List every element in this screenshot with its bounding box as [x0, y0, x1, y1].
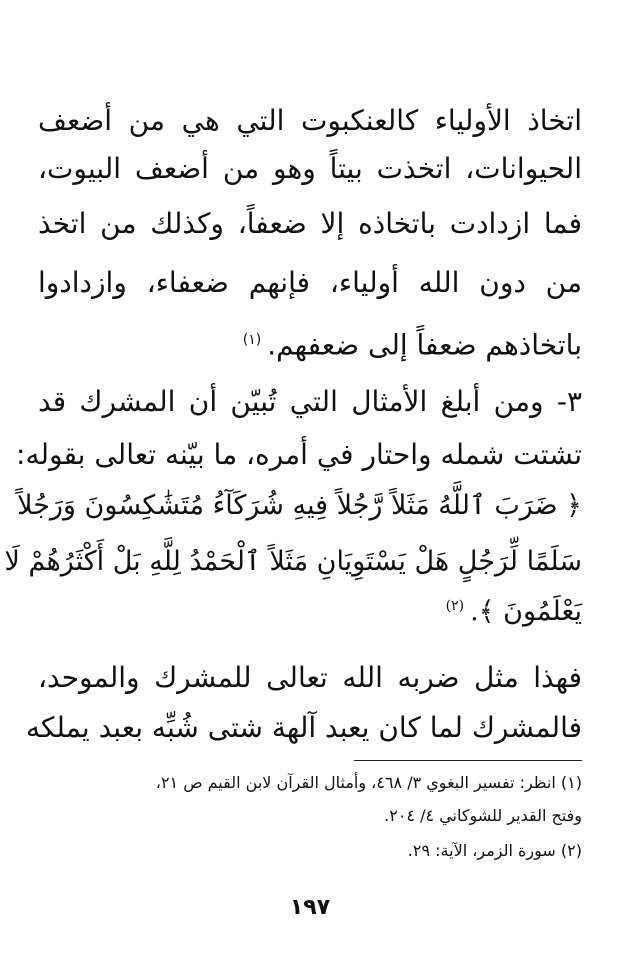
body-line-1: اتخاذ الأولياء كالعنكبوت التي هي من أضعف	[38, 104, 582, 137]
page-number: ١٩٧	[289, 895, 331, 920]
paragraph4-line-1: فهذا مثل ضربه الله تعالى للمشرك والموحد،	[38, 661, 582, 694]
body-line-3: فما ازدادت باتخاذه إلا ضعفاً، وكذلك من اتخذ	[38, 207, 582, 240]
verse-line-1: ﴿ ضَرَبَ ٱللَّهُ مَثَلاً رَّجُلاً فِيهِ شُرَكَآءُ مُتَشَٰكِسُونَ وَرَجُلاً	[17, 490, 582, 521]
body-line-4: من دون الله أولياء، فإنهم ضعفاء، وازدادوا	[38, 266, 582, 299]
footnote-2: (٢) سورة الزمر، الآية: ٢٩.	[407, 841, 582, 860]
verse-line-2: سَلَمًا لِّرَجُلٍ هَلْ يَسْتَوِيَانِ مَثَلاً ٱلْحَمْدُ لِلَّهِ بَلْ أَكْثَرُهُمْ لَا	[4, 546, 582, 577]
footnote-1-line-1: (١) انظر: تفسير البغوي ٣/ ٤٦٨، وأمثال القرآن لابن القيم ص ٢١،	[155, 773, 582, 792]
verse-line-3-text: يَعْلَمُونَ ﴾.	[470, 596, 582, 627]
paragraph3-line-2: تشتت شمله واحتار في أمره، ما بيّنه تعالى بقوله:	[16, 438, 582, 471]
paragraph4-line-2: فالمشرك لما كان يعبد آلهة شتى شُبِّه بعبد يملكه	[25, 711, 582, 744]
body-line-5-text: باتخاذهم ضعفاً إلى ضعفهم.	[267, 328, 582, 362]
footnote-1-line-2: وفتح القدير للشوكاني ٤/ ٢٠٤.	[384, 806, 582, 825]
footnote-separator	[354, 760, 582, 761]
paragraph3-line-1: ٣- ومن أبلغ الأمثال التي تُبيّن أن المشرك قد	[38, 385, 582, 418]
verse-line-3	[38, 584, 582, 628]
footnote-ref-1: (١)	[242, 332, 262, 348]
body-line-2: الحيوانات، اتخذت بيتاً وهو من أضعف البيوت،	[38, 152, 582, 185]
footnote-ref-2: (٢)	[445, 598, 465, 614]
body-line-5	[38, 318, 582, 362]
